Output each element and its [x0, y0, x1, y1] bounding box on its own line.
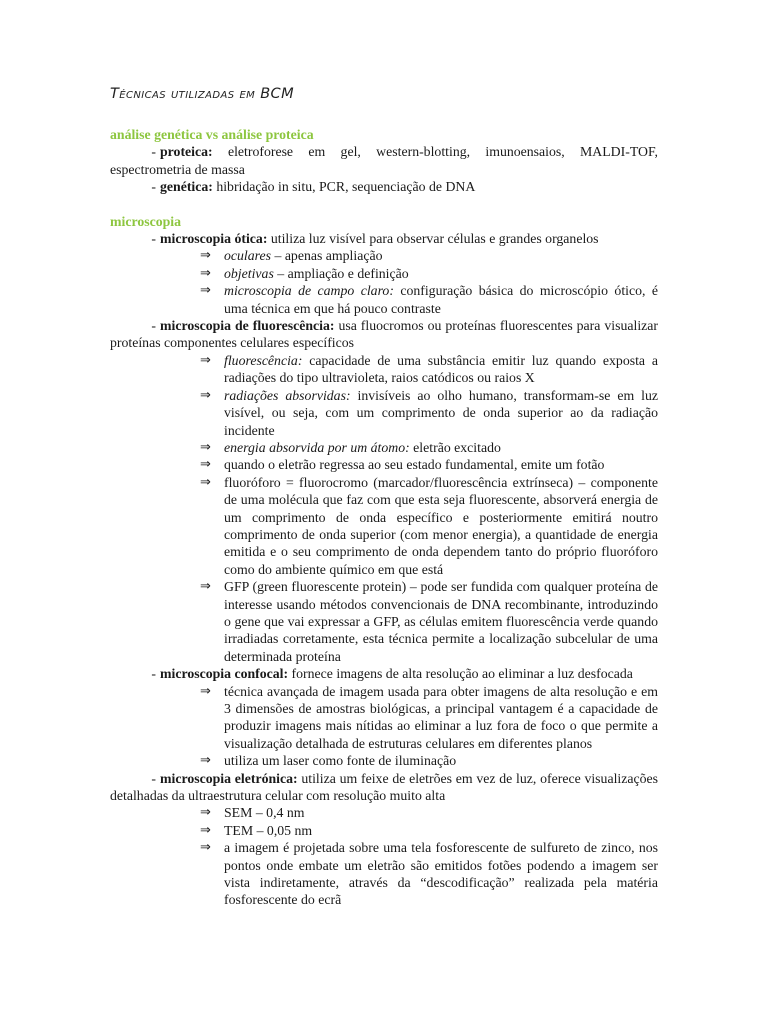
sub-list-item: [110, 456, 658, 473]
arrow-icon: ⇒: [200, 579, 211, 595]
sub-list-item: [110, 578, 658, 665]
item-text: fluoróforo = fluorocromo (marcador/fluorescência extrínseca) – componente de uma molécula que faz com que esta seja fluorescente, absorverá energia de um comprimento de onda específico e posteriormente emitirá noutro comprimento de onda superior (com menor energia), a quantidade de energia emitida e o seu comprimento de onda dependem tanto do próprio fluoróforo como do ambiente químico em que está: [224, 474, 658, 577]
arrow-icon: ⇒: [200, 283, 211, 299]
item-term: radiações absorvidas:: [224, 387, 351, 403]
item-term: microscopia de campo claro:: [224, 283, 394, 299]
dash-marker: -: [151, 318, 156, 334]
arrow-icon: ⇒: [200, 457, 211, 473]
item-text: utiliza luz visível para observar células e grandes organelos: [267, 231, 599, 247]
item-term: objetivas: [224, 265, 274, 281]
arrow-icon: ⇒: [200, 753, 211, 769]
item-term: microscopia ótica:: [160, 231, 268, 247]
item-term: fluorescência:: [224, 352, 303, 368]
dash-marker: -: [151, 231, 156, 247]
section-heading: análise genética vs análise proteica: [110, 127, 314, 142]
sub-list-item: [110, 352, 658, 387]
arrow-icon: ⇒: [200, 352, 211, 368]
arrow-icon: ⇒: [200, 683, 211, 699]
dash-marker: -: [151, 144, 156, 160]
item-text: hibridação in situ, PCR, sequenciação de DNA: [212, 179, 476, 195]
list-item: [110, 770, 658, 805]
item-term: microscopia de fluorescência:: [160, 318, 335, 334]
section-gap: [110, 196, 658, 213]
item-text: eletrão excitado: [409, 439, 501, 455]
item-text: a imagem é projetada sobre uma tela fosforescente de sulfureto de zinco, nos pontos onde embate um eletrão são emitidos fotões podendo a imagem ser vista indiretamente, através da “descodificação” realizada pela matéria fosforescente do ecrã: [224, 840, 658, 908]
sub-list-item: [110, 839, 658, 909]
item-text: utiliza um laser como fonte de iluminação: [224, 753, 457, 769]
item-term: microscopia eletrónica:: [160, 770, 298, 786]
item-text: utiliza um feixe de eletrões em vez de luz, oferece visualizações detalhadas da ultraestrutura celular com resolução muito alta: [110, 770, 658, 804]
sub-list-item: [110, 282, 658, 317]
item-text: técnica avançada de imagem usada para obter imagens de alta resolução e em 3 dimensões de amostras biológicas, a principal vantagem é a capacidade de produzir imagens mais nítidas ao eliminar a luz fora de foco o que permite a visualização detalhada de estruturas celulares em diferentes planos: [224, 683, 658, 751]
dash-marker: -: [151, 770, 156, 786]
arrow-icon: ⇒: [200, 840, 211, 856]
item-text: quando o eletrão regressa ao seu estado fundamental, emite um fotão: [224, 457, 605, 473]
section-heading: microscopia: [110, 213, 182, 229]
item-text: usa fluocromos ou proteínas fluorescentes para visualizar proteínas componentes celulares específicos: [110, 318, 658, 351]
item-term: microscopia confocal:: [160, 666, 289, 682]
dash-marker: -: [151, 666, 156, 682]
arrow-icon: ⇒: [200, 822, 211, 838]
item-term: genética:: [160, 179, 213, 195]
item-text: TEM – 0,05 nm: [224, 822, 313, 838]
sub-list-item: [110, 387, 658, 439]
sub-list-item: [110, 265, 658, 282]
list-item: [110, 178, 658, 195]
item-text: capacidade de uma substância emitir luz quando exposta a radiações do tipo ultravioleta, raios catódicos ou raios X: [224, 352, 658, 386]
list-item: [110, 665, 658, 682]
list-item: [110, 230, 658, 247]
sub-list-item: [110, 247, 658, 264]
item-term: energia absorvida por um átomo:: [224, 439, 410, 455]
arrow-icon: ⇒: [200, 805, 211, 821]
item-term: oculares: [224, 248, 272, 264]
arrow-icon: ⇒: [200, 387, 211, 403]
sub-list-item: [110, 804, 658, 821]
arrow-icon: ⇒: [200, 265, 211, 281]
document-body: [110, 126, 658, 909]
sub-list-item: [110, 683, 658, 753]
item-text: – apenas ampliação: [271, 248, 383, 264]
sub-list-item: [110, 474, 658, 578]
sub-list-item: [110, 822, 658, 839]
arrow-icon: ⇒: [200, 439, 211, 455]
list-item: [110, 317, 658, 352]
list-item: [110, 143, 658, 178]
item-term: proteica:: [160, 144, 213, 160]
document-title: Técnicas utilizadas em BCM: [110, 86, 294, 102]
dash-marker: -: [151, 179, 156, 195]
item-text: invisíveis ao olho humano, transformam-se em luz visível, ou seja, com um comprimento de onda superior ao da radiação incidente: [224, 387, 659, 438]
item-text: eletroforese em gel, western-blotting, imunoensaios, MALDI-TOF, espectrometria de massa: [110, 144, 658, 177]
item-text: SEM – 0,4 nm: [224, 805, 305, 821]
item-text: – ampliação e definição: [273, 265, 409, 281]
item-text: GFP (green fluorescente protein) – pode ser fundida com qualquer proteína de interesse usando métodos convencionais de DNA recombinante, introduzindo o gene que vai expressar a GFP, as células emitem fluorescência verde quando irradiadas corretamente, esta técnica permite a localização subcelular de uma determinada proteína: [224, 579, 658, 664]
arrow-icon: ⇒: [200, 248, 211, 264]
sub-list-item: [110, 439, 658, 456]
arrow-icon: ⇒: [200, 474, 211, 490]
item-text: fornece imagens de alta resolução ao eliminar a luz desfocada: [288, 666, 633, 682]
item-text: configuração básica do microscópio ótico, é uma técnica em que há pouco contraste: [224, 283, 658, 316]
sub-list-item: [110, 752, 658, 769]
